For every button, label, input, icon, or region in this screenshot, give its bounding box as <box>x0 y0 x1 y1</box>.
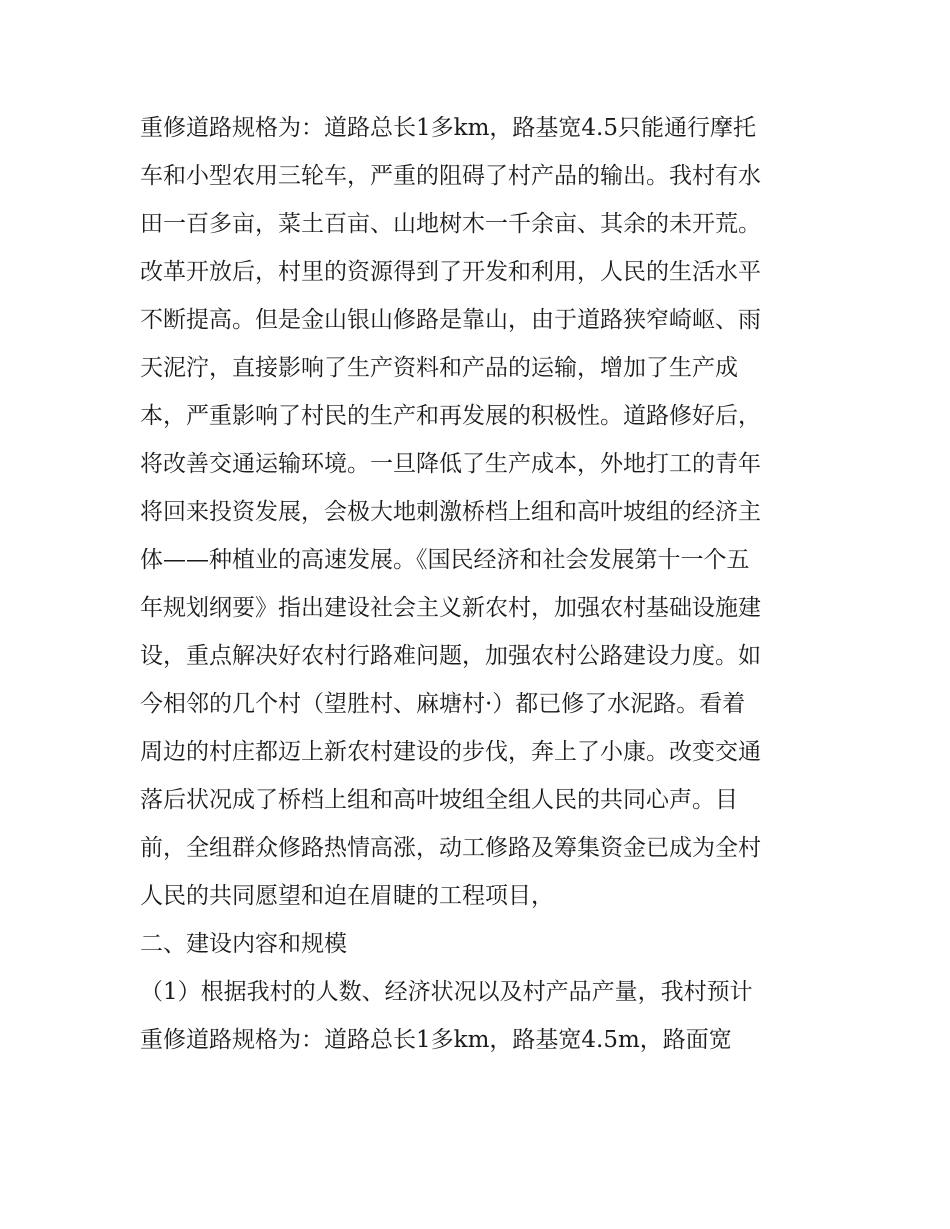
paragraph-line: 改革开放后，村里的资源得到了开发和利用，人民的生活水平 <box>140 259 761 285</box>
section-heading: 二、建设内容和规模 <box>140 931 347 957</box>
paragraph-line: 将回来投资发展，会极大地刺激桥档上组和高叶坡组的经济主 <box>140 499 761 525</box>
paragraph-line: 不断提高。但是金山银山修路是靠山，由于道路狭窄崎岖、雨 <box>140 307 761 333</box>
paragraph-line: 本，严重影响了村民的生产和再发展的积极性。道路修好后， <box>140 403 761 429</box>
paragraph-line: 车和小型农用三轮车，严重的阻碍了村产品的输出。我村有水 <box>140 163 761 189</box>
paragraph-line: 重修道路规格为：道路总长1多km，路基宽4.5只能通行摩托 <box>140 115 756 141</box>
paragraph-line: 人民的共同愿望和迫在眉睫的工程项目， <box>140 883 554 909</box>
paragraph-line: 前，全组群众修路热情高涨，动工修路及筹集资金已成为全村 <box>140 835 761 861</box>
paragraph-line: 周边的村庄都迈上新农村建设的步伐，奔上了小康。改变交通 <box>140 739 761 765</box>
paragraph-line: 天泥泞，直接影响了生产资料和产品的运输，增加了生产成 <box>140 355 738 381</box>
paragraph-line: 将改善交通运输环境。一旦降低了生产成本，外地打工的青年 <box>140 451 761 477</box>
paragraph-line: 落后状况成了桥档上组和高叶坡组全组人民的共同心声。目 <box>140 787 738 813</box>
paragraph-line: 设，重点解决好农村行路难问题，加强农村公路建设力度。如 <box>140 643 761 669</box>
paragraph-line: 今相邻的几个村（望胜村、麻塘村·）都已修了水泥路。看着 <box>140 691 746 717</box>
paragraph-line: 体——种植业的高速发展。《国民经济和社会发展第十一个五 <box>140 547 750 573</box>
paragraph-line: 年规划纲要》指出建设社会主义新农村，加强农村基础设施建 <box>140 595 761 621</box>
section-paragraph-line: （1）根据我村的人数、经济状况以及村产品产量，我村预计 <box>140 979 753 1005</box>
section-paragraph-line: 重修道路规格为：道路总长1多km，路基宽4.5m，路面宽 <box>140 1027 732 1053</box>
paragraph-line: 田一百多亩，菜土百亩、山地树木一千余亩、其余的未开荒。 <box>140 211 761 237</box>
